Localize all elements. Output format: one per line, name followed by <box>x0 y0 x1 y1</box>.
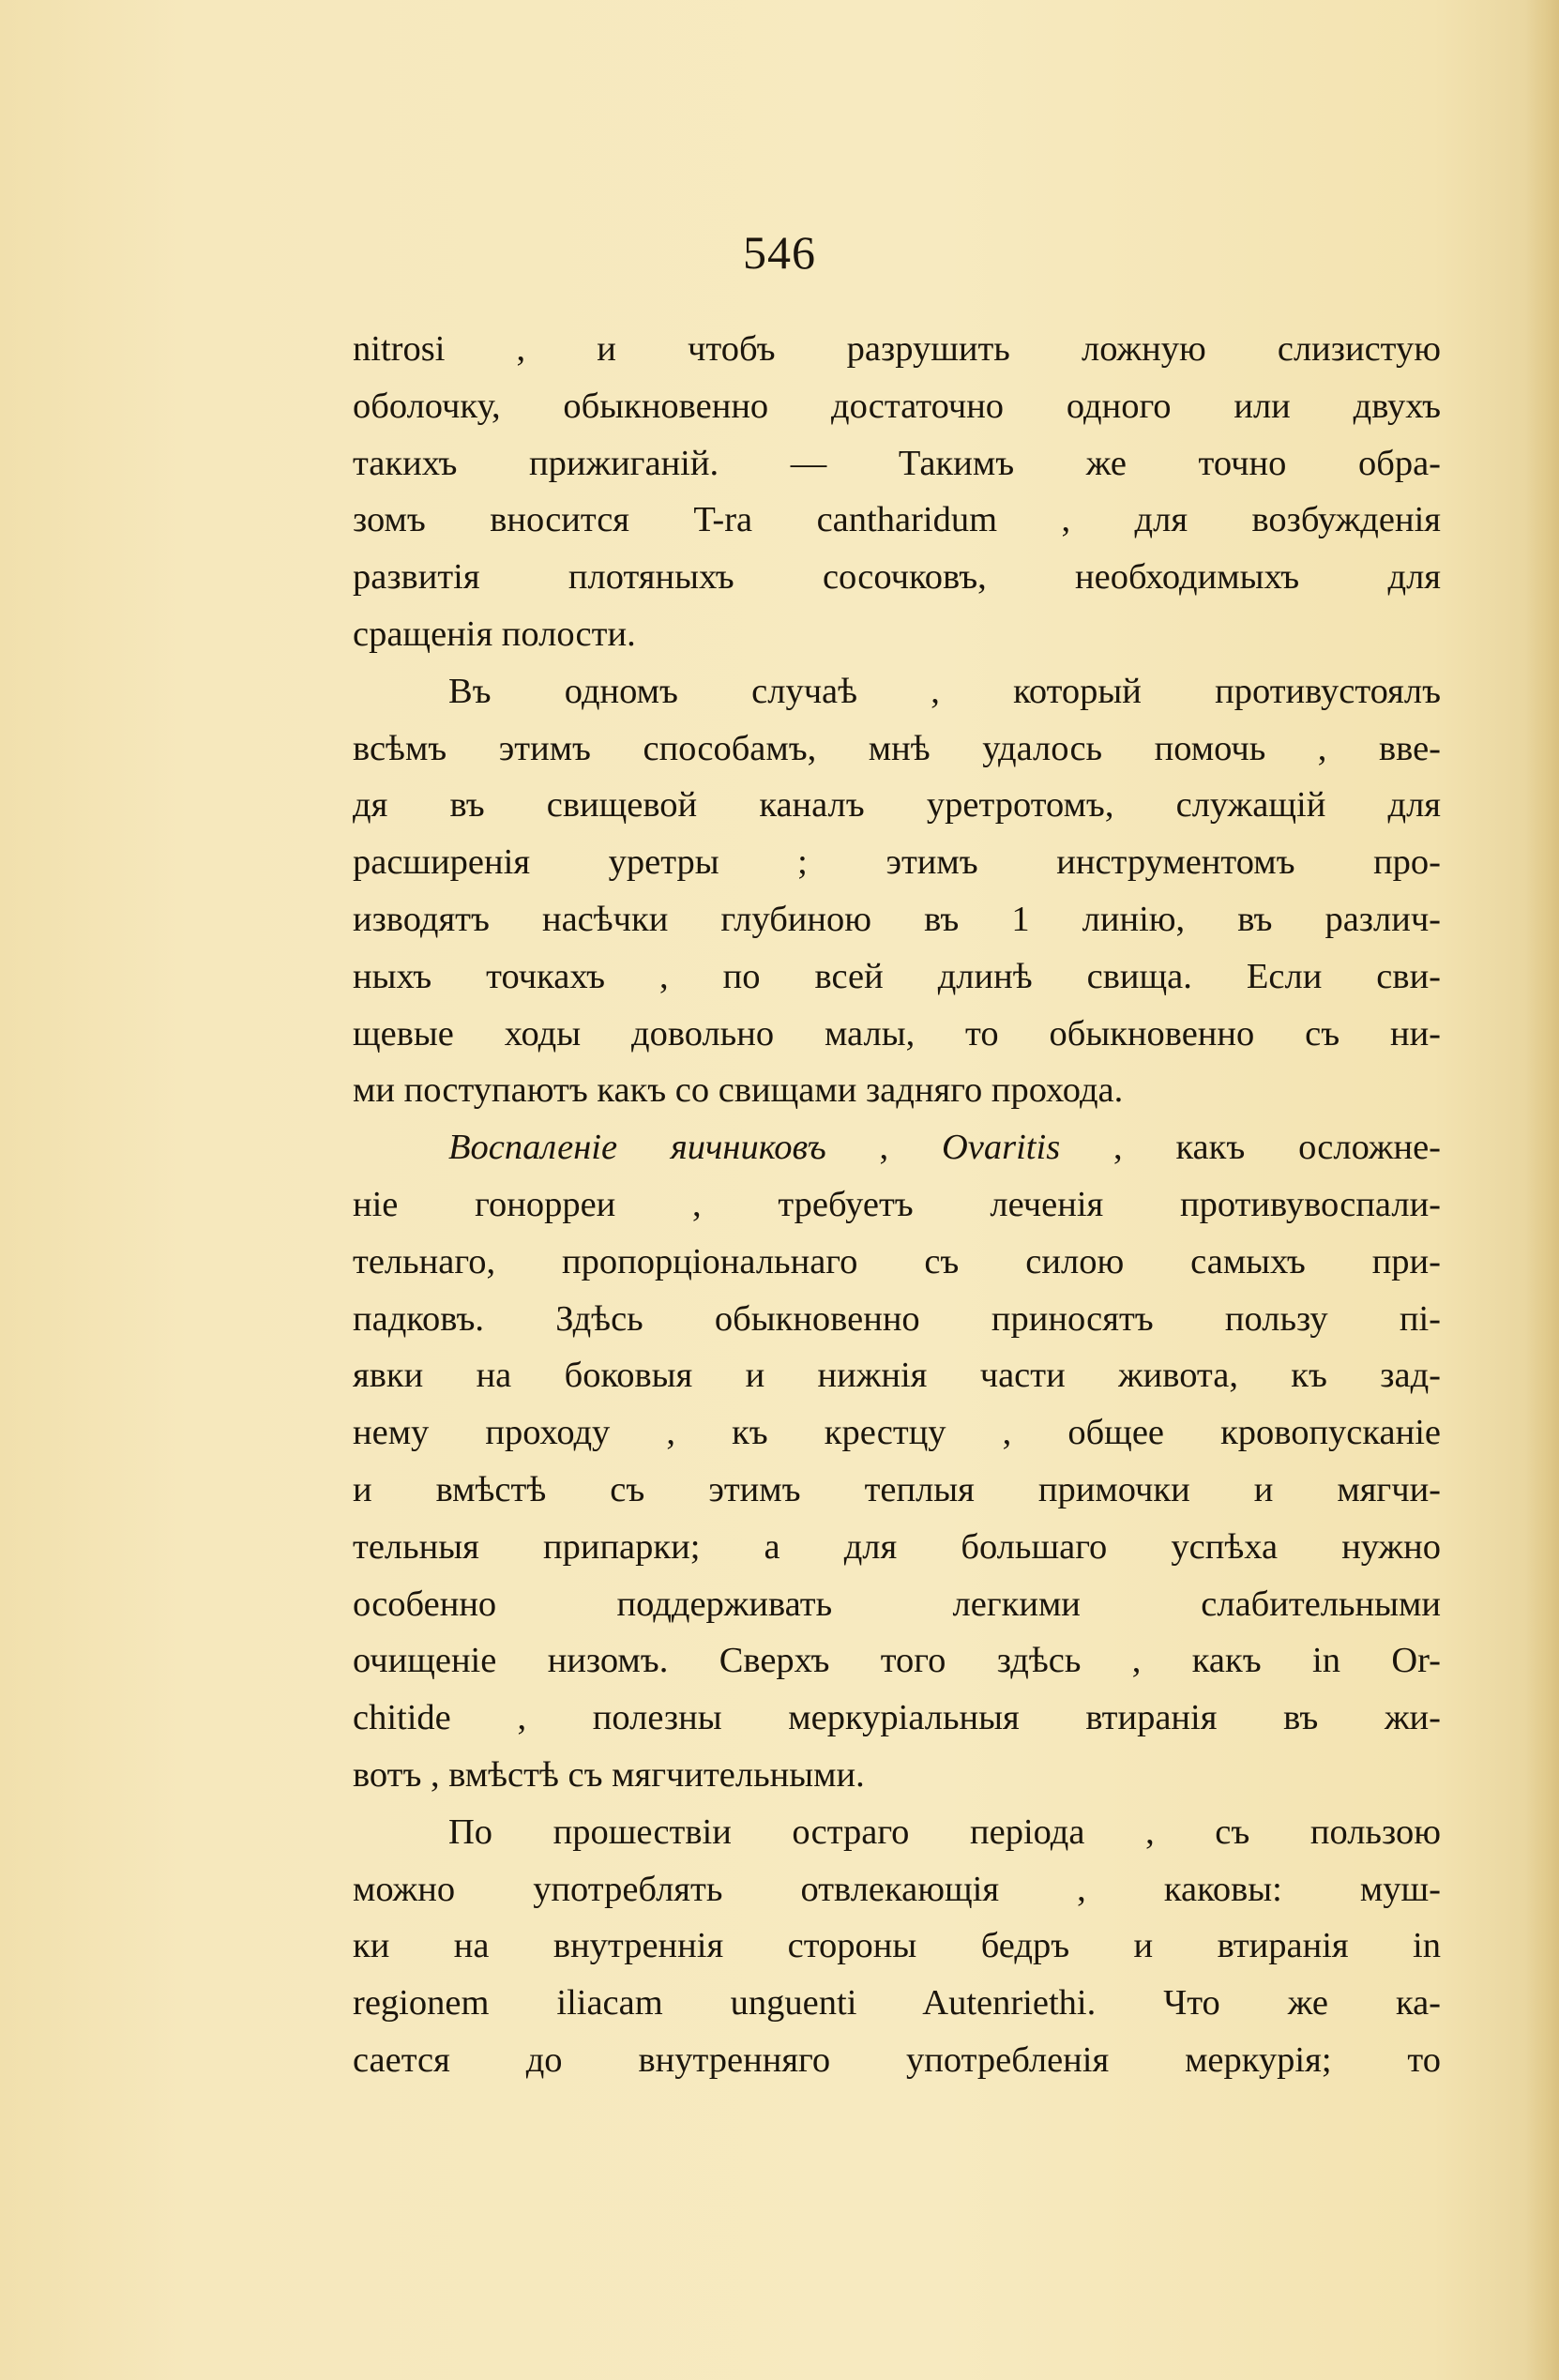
text-line: сращенія полости. <box>353 614 636 654</box>
text-line: вотъ , вмѣстѣ съ мягчительными. <box>353 1754 865 1795</box>
text-line: По прошествіи остраго періода , съ пользою <box>448 1812 1441 1852</box>
text-line: сается до внутренняго употребленія меркурія; то <box>353 2039 1441 2080</box>
page-edge-shadow <box>1525 0 1559 2380</box>
text-line: дя въ свищевой каналъ уретротомъ, служащій для <box>353 785 1441 826</box>
text-line: явки на боковыя и нижнія части живота, къ зад- <box>353 1356 1441 1396</box>
text-line: зомъ вносится T-ra cantharidum , для возбужденія <box>353 500 1441 540</box>
text-line: всѣмъ этимъ способамъ, мнѣ удалось помочь , вве- <box>353 728 1441 768</box>
text-line <box>353 1119 1441 1176</box>
italic-term: Ovaritis <box>941 1128 1061 1168</box>
text-line: такихъ прижиганій. — Такимъ же точно обра- <box>353 443 1441 483</box>
paragraph <box>353 663 1441 1119</box>
text-line: chitide , полезны меркуріальныя втиранія въ жи- <box>353 1698 1441 1738</box>
text-line: падковъ. Здѣсь обыкновенно приносятъ пользу пі- <box>353 1298 1441 1339</box>
text-line: нему проходу , къ крестцу , общее кровопусканіе <box>353 1413 1441 1453</box>
text-line: nitrosi , и чтобъ разрушить ложную слизистую <box>353 329 1441 369</box>
text-line: оболочку, обыкновенно достаточно одного или двухъ <box>353 386 1441 426</box>
page-number: 546 <box>743 226 816 279</box>
text-span: , <box>825 1128 942 1168</box>
text-line: тельныя припарки; а для большаго успѣха нужно <box>353 1526 1441 1567</box>
text-line: щевые ходы довольно малы, то обыкновенно съ ни- <box>353 1013 1441 1054</box>
text-line: ки на внутреннія стороны бедръ и втиранія in <box>353 1926 1441 1966</box>
text-line: ми поступаютъ какъ со свищами задняго прохода. <box>353 1070 1124 1111</box>
paragraph <box>353 1119 1441 1804</box>
text-line: regionem iliacam unguenti Autenriethi. Что же ка- <box>353 1983 1441 2024</box>
body-text <box>353 321 1441 2089</box>
text-span: , какъ осложне- <box>1060 1128 1441 1168</box>
text-line: тельнаго, пропорціональнаго съ силою самыхъ при- <box>353 1241 1441 1281</box>
text-line: ныхъ точкахъ , по всей длинѣ свища. Если сви- <box>353 956 1441 996</box>
text-line: и вмѣстѣ съ этимъ теплыя примочки и мягчи- <box>353 1469 1441 1509</box>
text-line: расширенія уретры ; этимъ инструментомъ про- <box>353 842 1441 883</box>
text-line: Въ одномъ случаѣ , который противустоялъ <box>448 671 1441 711</box>
italic-term: Воспаленіе яичниковъ <box>448 1128 826 1168</box>
paragraph <box>353 1804 1441 2089</box>
text-line: изводятъ насѣчки глубиною въ 1 линію, въ различ- <box>353 899 1441 939</box>
text-line: развитія плотяныхъ сосочковъ, необходимыхъ для <box>353 557 1441 598</box>
paragraph <box>353 321 1441 663</box>
text-line: ніе гонорреи , требуетъ леченія противувоспали- <box>353 1184 1441 1224</box>
text-line: особенно поддерживать легкими слабительными <box>353 1584 1441 1624</box>
text-line: можно употреблять отвлекающія , каковы: муш- <box>353 1869 1441 1909</box>
text-line: очищеніе низомъ. Сверхъ того здѣсь , какъ in Or- <box>353 1641 1441 1681</box>
